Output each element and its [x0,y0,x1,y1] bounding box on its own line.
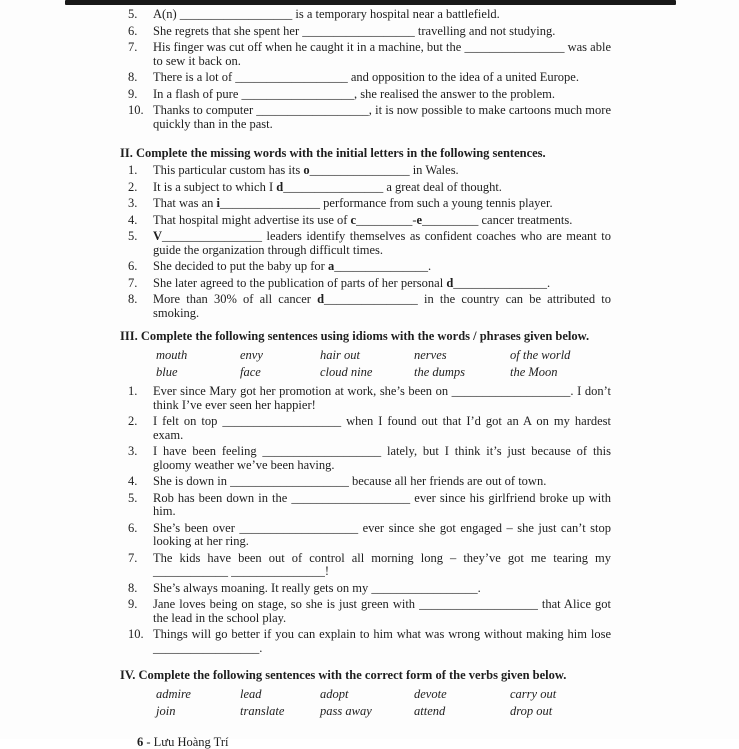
item-text: His finger was cut off when he caught it in a machine, but the ________________ was able to sew it back on. [153,40,611,68]
item-text: It is a subject to which I d________________ a great deal of thought. [153,179,502,194]
item-number: 9. [128,597,138,611]
exercise-item [120,582,611,596]
section-header: III. Complete the following sentences using idioms with the words / phrases given below. [120,329,590,343]
initial-letter: V [153,229,163,243]
item-text: Thanks to computer __________________, it is now possible to make cartoons much more quickly than in the past. [153,103,611,131]
item-number: 2. [128,179,138,194]
item-text: In a flash of pure __________________, she realised the answer to the problem. [153,86,555,101]
item-text: This particular custom has its o________________ in Wales. [153,163,459,177]
initial-letter: i [216,196,221,210]
item-text: The kids have been out of control all morning long – they’ve got me tearing my ____________ _______________! [153,550,611,578]
exercise-item [120,552,611,579]
exercise-item [120,445,611,472]
exercise-item [120,230,611,257]
item-number: 1. [128,163,138,177]
word-bank-term: blue [156,364,178,379]
word-bank-term: carry out [510,687,557,701]
exercise-item [120,181,611,195]
item-text: I felt on top ___________________ when I found out that I’d got an A on my hardest exam. [153,414,611,442]
item-number: 8. [128,292,138,306]
word-bank-term: the dumps [414,364,466,379]
item-text: She decided to put the baby up for a_______________. [153,259,432,273]
item-text: V________________ leaders identify themselves as confident coaches who are meant to guide the organization through difficult times. [153,229,611,257]
exercise-item [120,475,611,489]
section-iii [120,328,611,655]
item-number: 5. [128,7,138,21]
exercise-item [120,293,611,320]
item-number: 5. [128,229,138,243]
word-bank [156,347,611,380]
item-number: 10. [128,103,144,117]
initial-letter: o [303,163,310,177]
word-bank-term: nerves [414,348,447,362]
word-bank-term: hair out [320,348,360,362]
section-ii [120,145,611,320]
exercise-item [120,385,611,412]
exercise-item [120,214,611,228]
item-text: Rob has been down in the ___________________ ever since his girlfriend broke up with him. [153,490,611,518]
item-text: A(n) __________________ is a temporary hospital near a battlefield. [153,7,500,21]
item-number: 10. [128,627,144,641]
word-bank-term: attend [414,703,446,718]
item-text: That was an i________________ performance from such a young tennis player. [153,196,553,210]
exercise-item [120,277,611,291]
initial-letter: e [416,212,423,227]
item-number: 6. [128,520,138,535]
exercise-item [120,492,611,519]
item-number: 3. [128,196,138,210]
initial-letter: d [317,292,325,306]
section-header: IV. Complete the following sentences with the correct form of the verbs given below. [120,668,567,682]
exercise-item [120,197,611,211]
word-bank-term: envy [240,348,263,362]
exercise-item [120,260,611,274]
item-number: 1. [128,384,138,398]
item-text: That hospital might advertise its use of c_________-e_________ cancer treatments. [153,212,573,227]
item-text: She’s been over ___________________ ever since she got engaged – she just can’t stop looking at her ring. [153,520,611,548]
item-number: 7. [128,550,138,565]
item-text: Jane loves being on stage, so she is just green with ___________________ that Alice got the lead in the school play. [153,597,611,625]
item-text: Ever since Mary got her promotion at work, she’s been on ___________________. I don’t think I’ve ever seen her happier! [153,384,611,412]
word-bank-term: mouth [156,348,188,362]
item-text: There is a lot of __________________ and opposition to the idea of a united Europe. [153,70,579,84]
word-bank-term: cloud nine [320,364,373,379]
item-number: 8. [128,580,138,595]
item-number: 6. [128,23,138,38]
exercise-item [120,628,611,655]
word-bank-term: face [240,364,261,379]
exercise-item [120,104,611,131]
item-text: More than 30% of all cancer d_______________ in the country can be attributed to smoking. [153,292,611,320]
section-i-items [120,8,611,131]
initial-letter: d [446,275,454,290]
item-text: She’s always moaning. It really gets on my _________________. [153,580,481,595]
item-text: She regrets that she spent her __________________ travelling and not studying. [153,23,556,38]
initial-letter: d [276,179,284,194]
exercise-item [120,522,611,549]
item-text: She is down in ___________________ because all her friends are out of town. [153,474,547,488]
exercise-item [120,598,611,625]
exercise-item [120,164,611,178]
word-bank [156,686,611,719]
item-number: 7. [128,40,138,54]
exercise-item [120,8,611,22]
item-text: I have been feeling ___________________ lately, but I think it’s just because of this gloomy weather we’ve been having. [153,444,611,472]
word-bank-term: pass away [320,703,372,718]
item-text: She later agreed to the publication of parts of her personal d_______________. [153,275,551,290]
item-number: 6. [128,259,138,273]
item-number: 5. [128,490,138,505]
item-number: 8. [128,70,138,84]
word-bank-term: devote [414,687,447,701]
page-number: 6 [137,735,144,749]
page-footer [137,735,611,749]
word-bank-term: adopt [320,687,349,701]
item-number: 2. [128,414,138,428]
item-number: 7. [128,275,138,290]
word-bank-term: admire [156,687,191,701]
initial-letter: c [350,212,357,227]
exercise-item [120,415,611,442]
item-number: 4. [128,212,138,227]
initial-letter: a [327,259,335,273]
exercise-item [120,25,611,39]
word-bank-term: the Moon [510,364,558,379]
item-text: Things will go better if you can explain to him what was wrong without making him lose _________________. [153,627,611,655]
item-number: 4. [128,474,138,488]
exercise-item [120,41,611,68]
word-bank-term: join [156,703,176,718]
word-bank-term: drop out [510,703,553,718]
word-bank-term: of the world [510,348,571,362]
author-name: - Lưu Hoàng Trí [146,735,229,749]
item-number: 3. [128,444,138,458]
word-bank-term: lead [240,687,262,701]
exercise-item [120,71,611,85]
scan-edge-artifact [65,0,676,5]
section-iv [120,667,611,719]
item-number: 9. [128,86,138,101]
section-header: II. Complete the missing words with the initial letters in the following sentences. [120,146,546,160]
word-bank-term: translate [240,703,285,718]
exercise-item [120,88,611,102]
